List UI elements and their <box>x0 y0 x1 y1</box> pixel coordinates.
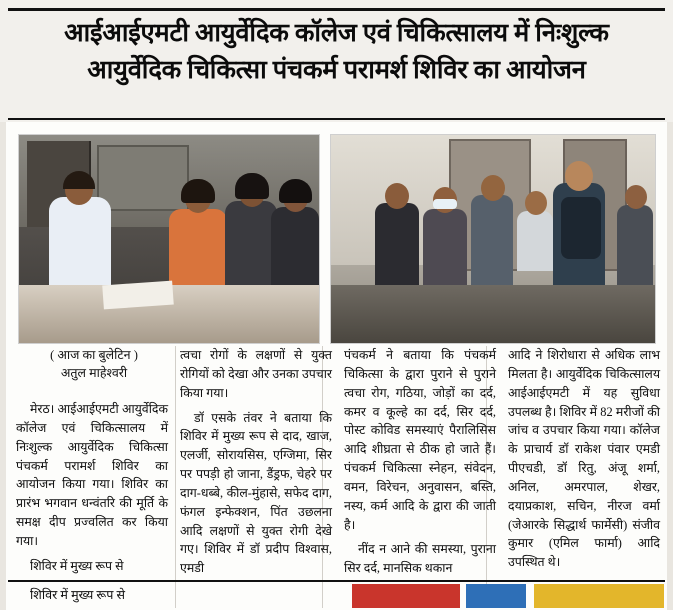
headline-line-2: आयुर्वेदिक चिकित्सा पंचकर्म परामर्श शिविर का आयोजन <box>87 55 586 85</box>
article-column-4 <box>508 346 660 578</box>
column-1-paragraph-1: मेरठ। आईआईएमटी आयुर्वेदिक कॉलेज एवं चिकित्सालय में निःशुल्क आयुर्वेदिक चिकित्सा पंचकर्म परामर्श शिविर का आयोजन किया गया। शिविर का प्रारंभ भगवान धन्वंतरि की मूर्ति के समक्ष दीप प्रज्वलित कर किया गया। <box>16 402 168 548</box>
column-3-paragraph-1: पंचकर्म ने बताया कि पंचकर्म चिकित्सा के द्वारा पुराने से पुराने त्वचा रोग, गठिया, जोड़ों का दर्द, कमर व कूल्हे का दर्द, सिर दर्द, पोस्ट कोविड समस्याएं पैरालिसिस आदि शीघ्रता से ठीक हो जाते हैं। पंचकर्म चिकित्सा स्नेहन, संवेदन, वमन, विरेचन, अनुवासन, बस्ति, नस्य, कर्म आदि के द्वारा की जाती है। <box>344 348 496 532</box>
photo-left-wall-panel <box>97 145 189 211</box>
photo-right-person-2-body <box>423 209 467 297</box>
headline-line-1: आईआईएमटी आयुर्वेदिक कॉलेज एवं चिकित्सालय में निःशुल्क <box>64 18 609 47</box>
photo-left-attendee2-body <box>271 207 319 297</box>
photo-right-person-5-body <box>617 205 653 297</box>
column-3-paragraph-2: नींद न आने की समस्या, पुराना सिर दर्द, मानसिक थकान <box>344 542 496 576</box>
bottom-color-block-yellow <box>534 584 664 608</box>
photo-right-scene <box>331 135 655 343</box>
photo-right-person-3-head <box>481 175 505 201</box>
photo-left-attendee2-hair <box>279 179 312 203</box>
caption-line-1: ( आज का बुलेटिन ) <box>50 348 138 362</box>
headline-rule-bottom <box>8 118 665 120</box>
column-1-paragraph-2: शिविर में मुख्य रूप से <box>30 558 124 573</box>
article-columns <box>16 346 660 608</box>
photo-left <box>18 134 320 344</box>
backpack-icon <box>561 197 601 259</box>
photo-left-patient-hair <box>181 179 215 203</box>
photo-left-patient-body <box>169 209 227 295</box>
column-2-paragraph-1: त्वचा रोगों के लक्षणों से युक्त रोगियों को देखा और उनका उपचार किया गया। <box>180 348 332 400</box>
photo-left-attendee-hair <box>235 173 269 199</box>
photo-left-paper <box>102 281 174 310</box>
face-mask-icon <box>433 199 457 209</box>
photo-right-floor <box>331 285 655 343</box>
photo-right-person-4-head <box>565 161 593 191</box>
photo-right-person-3-body <box>471 195 513 295</box>
photo-right-person-1-head <box>385 183 409 209</box>
caption-line-2: अतुल माहेश्वरी <box>60 366 128 381</box>
article-column-3 <box>344 346 496 584</box>
photo-left-doctor-body <box>49 197 111 293</box>
bottom-color-block-blue <box>466 584 526 608</box>
photo-right-person-1-body <box>375 203 419 295</box>
photo-right-child-body <box>517 211 553 271</box>
article-column-2 <box>180 346 332 584</box>
bottom-rule <box>8 580 665 582</box>
photo-left-scene <box>19 135 319 343</box>
headline-rule-top <box>8 8 665 11</box>
photo-right-person-5-head <box>625 185 647 209</box>
photo-right <box>330 134 656 344</box>
bottom-text: शिविर में मुख्य रूप से <box>30 588 126 602</box>
bottom-color-block-red <box>352 584 460 608</box>
column-2-paragraph-2: डॉ एसके तंवर ने बताया कि शिविर में मुख्य रूप से दाद, खाज, एलर्जी, सोरायसिस, एग्जिमा, सिर पर पपड़ी हो जाना, डैंड्रफ, चेहरे पर दाग-धब्बे, कील-मुंहासे, सफेद दाग, फंगल इन्फेक्शन, पिंत उछलना आदि लक्षणों से युक्त रोगी देखे गए। शिविर में डॉ प्रदीप विश्वास, एमडी <box>180 410 332 576</box>
article-column-1 <box>16 400 168 582</box>
page-headline <box>12 16 661 86</box>
photo-left-attendee-body <box>225 201 277 297</box>
column-4-paragraph-1: आदि ने शिरोधारा से अधिक लाभ मिलता है। आयुर्वेदिक चिकित्सालय आईआईएमटी में यह सुविधा उपलब्ध है। शिविर में 82 मरीजों की जांच व उपचार किया गया। कॉलेज के प्राचार्य डॉ राकेश पंवार एमडी पीएचडी, डॉ रितु, अंजू शर्मा, अनिल, अमरपाल, शेखर, दयाप्रकाश, सचिन, नीरज वर्मा (जेआरके सिद्धार्थ फार्मेसी) संजीव कुमार (एमिल फार्मा) आदि उपस्थित थे। <box>508 348 660 570</box>
photo-right-child-head <box>525 191 547 215</box>
